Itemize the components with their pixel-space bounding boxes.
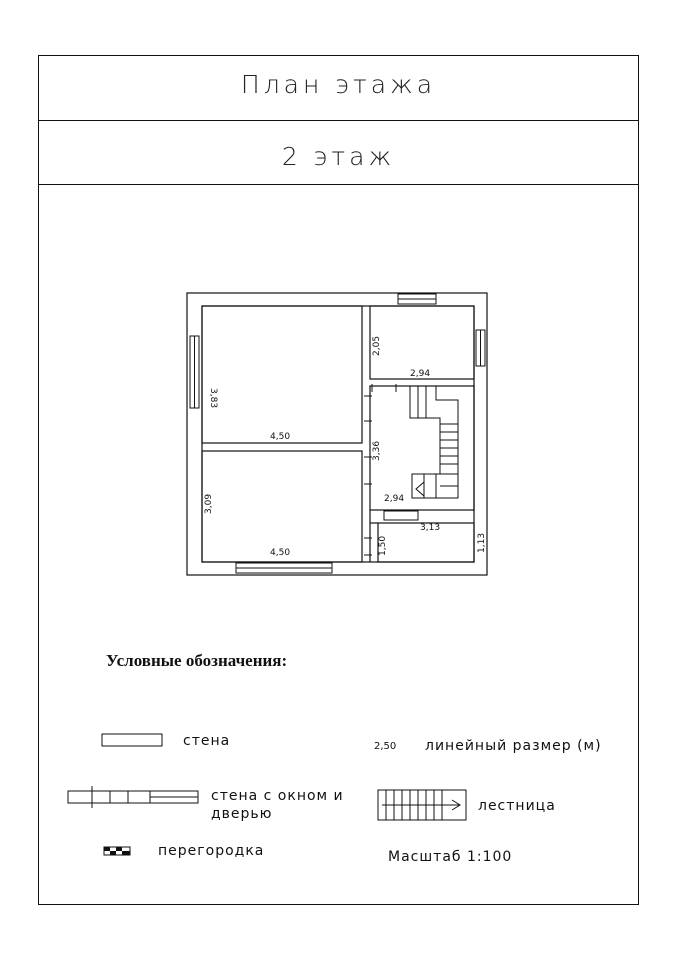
dim-room2-height: 3,09 bbox=[204, 493, 214, 514]
staircase-icon bbox=[410, 386, 458, 498]
legend-wall-window-label-1: стена с окном и bbox=[211, 788, 344, 804]
plan-title: План этажа bbox=[240, 70, 437, 99]
wall-symbol bbox=[102, 734, 162, 746]
outer-wall-outer bbox=[187, 293, 487, 575]
stair-hall-window bbox=[384, 511, 418, 520]
legend-wall-label: стена bbox=[183, 733, 231, 749]
dim-stair-width: 2,94 bbox=[384, 494, 405, 504]
legend-stairs-label: лестница bbox=[478, 798, 556, 814]
dim-hall-height: 1,13 bbox=[477, 532, 487, 553]
dim-corridor-height: 1,50 bbox=[378, 535, 388, 556]
wall-window-door-symbol bbox=[68, 786, 198, 808]
room-2 bbox=[202, 451, 362, 562]
legend-title: Условные обозначения: bbox=[106, 651, 288, 670]
partition-symbol bbox=[104, 847, 130, 855]
scale-label: Масштаб 1:100 bbox=[388, 849, 513, 865]
dim-room2-width: 4,50 bbox=[270, 548, 291, 558]
legend-dimension-sample: 2,50 bbox=[374, 741, 397, 752]
dim-room1-height: 3,83 bbox=[208, 388, 218, 409]
dim-stair-height: 3,36 bbox=[372, 440, 382, 461]
dim-room1-width: 4,50 bbox=[270, 432, 291, 442]
dim-room3-height: 2,05 bbox=[372, 335, 382, 356]
floor-subtitle: 2 этаж bbox=[281, 142, 396, 171]
stairs-legend-icon bbox=[378, 790, 466, 820]
legend-partition-label: перегородка bbox=[158, 843, 265, 859]
legend-wall-window-label-2: дверью bbox=[211, 806, 273, 822]
legend-dimension-label: линейный размер (м) bbox=[425, 738, 602, 754]
dim-room3-width: 2,94 bbox=[410, 369, 431, 379]
dim-hall-width: 3,13 bbox=[420, 523, 441, 533]
room-1 bbox=[202, 306, 362, 443]
